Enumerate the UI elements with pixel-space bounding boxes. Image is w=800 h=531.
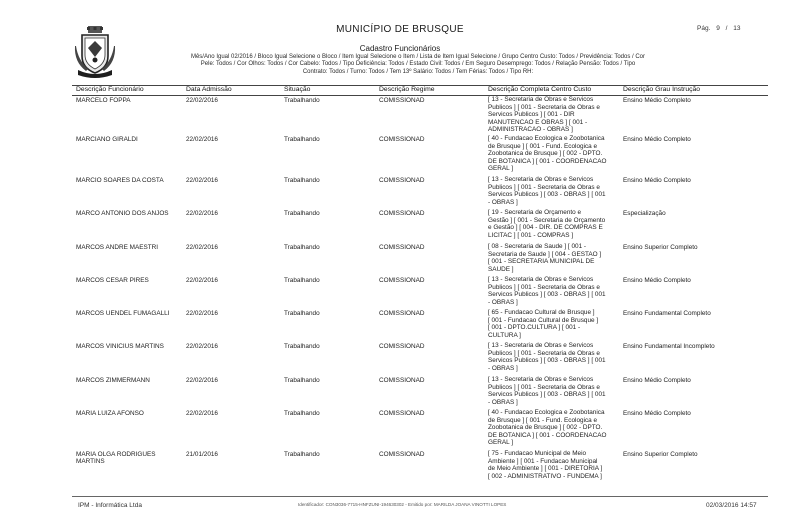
cost-center-line: [ 19 - Secretaria de Orçamento e: [488, 209, 582, 216]
cost-center-line: DE BOTANICA ] [ 001 - COORDENACAO: [488, 157, 607, 165]
cost-center: [488, 376, 621, 406]
cost-center-line: GERAL ]: [488, 439, 513, 447]
regime: COMISSIONAD: [379, 410, 425, 417]
cost-center-line: Publicos ] [ 001 - Secretaria de Obras e: [488, 183, 600, 191]
cost-center-line: Publicos ] [ 001 - Secretaria de Obras e: [488, 349, 600, 357]
cost-center-line: SAUDE ]: [488, 265, 514, 273]
cost-center-line: Ambiente ] [ 001 - Fundacao Municipal: [488, 457, 598, 465]
cost-center-line: - OBRAS ]: [488, 198, 518, 206]
regime: COMISSIONAD: [379, 244, 425, 251]
employment-status: Trabalhando: [284, 210, 320, 217]
cost-center-line: Servicos Publicos ] [ 003 - OBRAS ] [ 001: [488, 191, 606, 199]
employment-status: Trabalhando: [284, 377, 320, 384]
footer-company: IPM - Informática Ltda: [78, 502, 142, 509]
cost-center-line: [ 001 - Fundacao Cultural de Brusque ]: [488, 316, 599, 324]
cost-center: [488, 96, 621, 134]
cost-center-line: CULTURA ]: [488, 331, 521, 339]
cost-center-line: [ 75 - Fundacao Municipal de Meio: [488, 450, 587, 457]
footer-timestamp: 02/03/2016 14:57: [706, 502, 757, 509]
employment-status: Trabalhando: [284, 136, 320, 143]
admission-date: 22/02/2016: [186, 177, 218, 184]
page-label: Pág.: [697, 25, 711, 32]
regime: COMISSIONAD: [379, 343, 425, 350]
admission-date: 22/02/2016: [186, 310, 218, 317]
employment-status: Trabalhando: [284, 244, 320, 251]
employee-name: MARCO ANTONIO DOS ANJOS: [76, 210, 169, 217]
employee-name: MARCIO SOARES DA COSTA: [76, 177, 164, 184]
cost-center-line: - OBRAS ]: [488, 364, 518, 372]
cost-center-line: Servicos Publicos ] [ 003 - OBRAS ] [ 001: [488, 357, 606, 365]
employment-status: Trabalhando: [284, 451, 320, 458]
employee-name: MARIA LUIZA AFONSO: [76, 410, 144, 417]
admission-date: 22/02/2016: [186, 97, 218, 104]
employee-name: MARCOS CESAR PIRES: [76, 277, 149, 284]
education-level: Ensino Fundamental Incompleto: [623, 343, 715, 350]
admission-date: 22/02/2016: [186, 277, 218, 284]
education-level: Ensino Fundamental Completo: [623, 310, 711, 317]
admission-date: 21/01/2016: [186, 451, 218, 458]
cost-center-line: de Brusque ] [ 001 - Fund. Ecologica e: [488, 416, 598, 424]
cost-center: [488, 450, 621, 480]
cost-center-line: DE BOTANICA ] [ 001 - COORDENACAO: [488, 431, 607, 439]
regime: COMISSIONAD: [379, 277, 425, 284]
footer-identifier: Identificador: CON3036-7715-HNFZUNI-194630302 - Emitido por: MARILDA JOANA VINOTTI LOPES: [298, 502, 507, 507]
cost-center-line: - OBRAS ]: [488, 398, 518, 406]
employee-name: MARCOS VINICIUS MARTINS: [76, 343, 164, 350]
admission-date: 22/02/2016: [186, 410, 218, 417]
regime: COMISSIONAD: [379, 136, 425, 143]
employment-status: Trabalhando: [284, 97, 320, 104]
cost-center-line: [ 08 - Secretaria de Saude ] [ 001 -: [488, 243, 587, 250]
cost-center-line: [ 13 - Secretaria de Obras e Servicos: [488, 376, 594, 383]
cost-center: [488, 243, 621, 273]
page-current: 9: [716, 25, 720, 32]
education-level: Ensino Médio Completo: [623, 377, 691, 384]
admission-date: 22/02/2016: [186, 210, 218, 217]
education-level: Ensino Médio Completo: [623, 410, 691, 417]
report-subtitle: Cadastro Funcionários: [359, 44, 441, 53]
education-level: Ensino Médio Completo: [623, 136, 691, 143]
regime: COMISSIONAD: [379, 97, 425, 104]
page-total: 13: [733, 25, 741, 32]
education-level: Ensino Médio Completo: [623, 97, 691, 104]
cost-center-line: GERAL ]: [488, 165, 513, 173]
cost-center-line: Gestão ] [ 001 - Secretaria de Orçamento: [488, 216, 606, 224]
education-level: Especialização: [623, 210, 666, 217]
header-grau-instrucao: Descrição Grau Instrução: [623, 86, 701, 93]
employment-status: Trabalhando: [284, 310, 320, 317]
employment-status: Trabalhando: [284, 277, 320, 284]
cost-center-line: - OBRAS ]: [488, 298, 518, 306]
cost-center-line: Zoobotanica de Brusque ] [ 002 - DPTO.: [488, 424, 603, 432]
admission-date: 22/02/2016: [186, 136, 218, 143]
cost-center-line: Zoobotanica de Brusque ] [ 002 - DPTO.: [488, 150, 603, 158]
page-number: [697, 25, 740, 32]
cost-center-line: [ 40 - Fundacao Ecologica e Zoobotanica: [488, 135, 605, 142]
filter-line: Contrato: Todos / Turno: Todos / Tem 13º Salário: Todos / Tem Férias: Todos / Tipo RH:: [302, 68, 534, 75]
filter-line: Pele: Todos / Cor Olhos: Todos / Cor Cabelo: Todos / Tipo Deficiência: Todos / Estado Civil: Todos / Em Seguro Desemprego: Todos / Relação Pensão: Todos / Tipo: [200, 61, 636, 68]
employee-name: MARCOS ZIMMERMANN: [76, 377, 150, 384]
filter-description: [128, 54, 708, 76]
cost-center-line: Servicos Publicos ] [ 003 - OBRAS ] [ 001: [488, 391, 606, 399]
cost-center-line: [ 13 - Secretaria de Obras e Servicos: [488, 96, 594, 103]
employee-name: MARIA OLGA RODRIGUES MARTINS: [76, 451, 156, 466]
cost-center-line: de Meio Ambiente ] [ 001 - DIRETORIA ]: [488, 465, 603, 473]
cost-center-line: Secretaria de Saude ] [ 004 - GESTAO ]: [488, 250, 602, 258]
cost-center-line: [ 13 - Secretaria de Obras e Servicos: [488, 176, 594, 183]
cost-center: [488, 309, 621, 339]
cost-center-line: LICITAC ] [ 001 - COMPRAS ]: [488, 231, 574, 239]
education-level: Ensino Médio Completo: [623, 277, 691, 284]
cost-center: [488, 209, 621, 239]
cost-center-line: [ 001 - DPTO.CULTURA ] [ 001 -: [488, 324, 581, 332]
employee-name: MARCIANO GIRALDI: [76, 136, 138, 143]
cost-center-line: Servicos Publicos ] [ 003 - OBRAS ] [ 001: [488, 291, 606, 299]
cost-center-line: [ 002 - ADMINISTRATIVO - FUNDEMA ]: [488, 472, 602, 480]
employment-status: Trabalhando: [284, 343, 320, 350]
employment-status: Trabalhando: [284, 410, 320, 417]
header-nome: Descrição Funcionário: [76, 86, 144, 93]
education-level: Ensino Médio Completo: [623, 177, 691, 184]
regime: COMISSIONAD: [379, 310, 425, 317]
cost-center-line: de Brusque ] [ 001 - Fund. Ecologica e: [488, 142, 598, 150]
header-bottom-rule: [72, 95, 768, 96]
education-level: Ensino Superior Completo: [623, 244, 698, 251]
admission-date: 22/02/2016: [186, 244, 218, 251]
header-centro-custo: Descrição Completa Centro Custo: [488, 86, 592, 93]
cost-center-line: Publicos ] [ 001 - Secretaria de Obras e: [488, 383, 600, 391]
cost-center: [488, 409, 621, 447]
cost-center-line: Publicos ] [ 001 - Secretaria de Obras e: [488, 283, 600, 291]
cost-center: [488, 135, 621, 173]
regime: COMISSIONAD: [379, 210, 425, 217]
header-regime: Descrição Regime: [379, 86, 435, 93]
education-level: Ensino Superior Completo: [623, 451, 698, 458]
cost-center-line: [ 40 - Fundacao Ecologica e Zoobotanica: [488, 409, 605, 416]
municipality-title: MUNICÍPIO DE BRUSQUE: [336, 24, 464, 35]
cost-center-line: e Gestão ] [ 004 - DIR. DE COMPRAS E: [488, 224, 603, 232]
page-separator: /: [725, 25, 728, 32]
cost-center: [488, 276, 621, 306]
cost-center-line: Servicos Publicos ] [ 001 - DIR: [488, 111, 575, 119]
footer-rule: [72, 496, 768, 497]
cost-center-line: Publicos ] [ 001 - Secretaria de Obras e: [488, 103, 600, 111]
admission-date: 22/02/2016: [186, 377, 218, 384]
cost-center-line: [ 65 - Fundacao Cultural de Brusque ]: [488, 309, 595, 316]
cost-center-line: ADMINISTRACAO - OBRAS ]: [488, 126, 573, 134]
cost-center-line: [ 13 - Secretaria de Obras e Servicos: [488, 342, 594, 349]
header-situacao: Situação: [284, 86, 311, 93]
filter-line: Mês/Ano Igual 02/2016 / Bloco Igual Selecione o Bloco / Item Igual Selecione o Item / Lista de Item Igual Selecione / Grupo Centro Custo: Todos / Previdência: Todos / Cor: [190, 54, 646, 60]
cost-center-line: MANUTENCAO E OBRAS ] [ 001 -: [488, 118, 588, 126]
header-data-admissao: Data Admissão: [186, 86, 232, 93]
cost-center-line: [ 001 - SECRETARIA MUNICIPAL DE: [488, 258, 595, 266]
regime: COMISSIONAD: [379, 377, 425, 384]
regime: COMISSIONAD: [379, 451, 425, 458]
cost-center: [488, 176, 621, 206]
employee-name: MARCOS UENDEL FUMAGALLI: [76, 310, 170, 317]
cost-center-line: [ 13 - Secretaria de Obras e Servicos: [488, 276, 594, 283]
employee-name: MARCOS ANDRE MAESTRI: [76, 244, 159, 251]
employment-status: Trabalhando: [284, 177, 320, 184]
cost-center: [488, 342, 621, 372]
admission-date: 22/02/2016: [186, 343, 218, 350]
employee-name: MARCELO FOPPA: [76, 97, 131, 104]
regime: COMISSIONAD: [379, 177, 425, 184]
